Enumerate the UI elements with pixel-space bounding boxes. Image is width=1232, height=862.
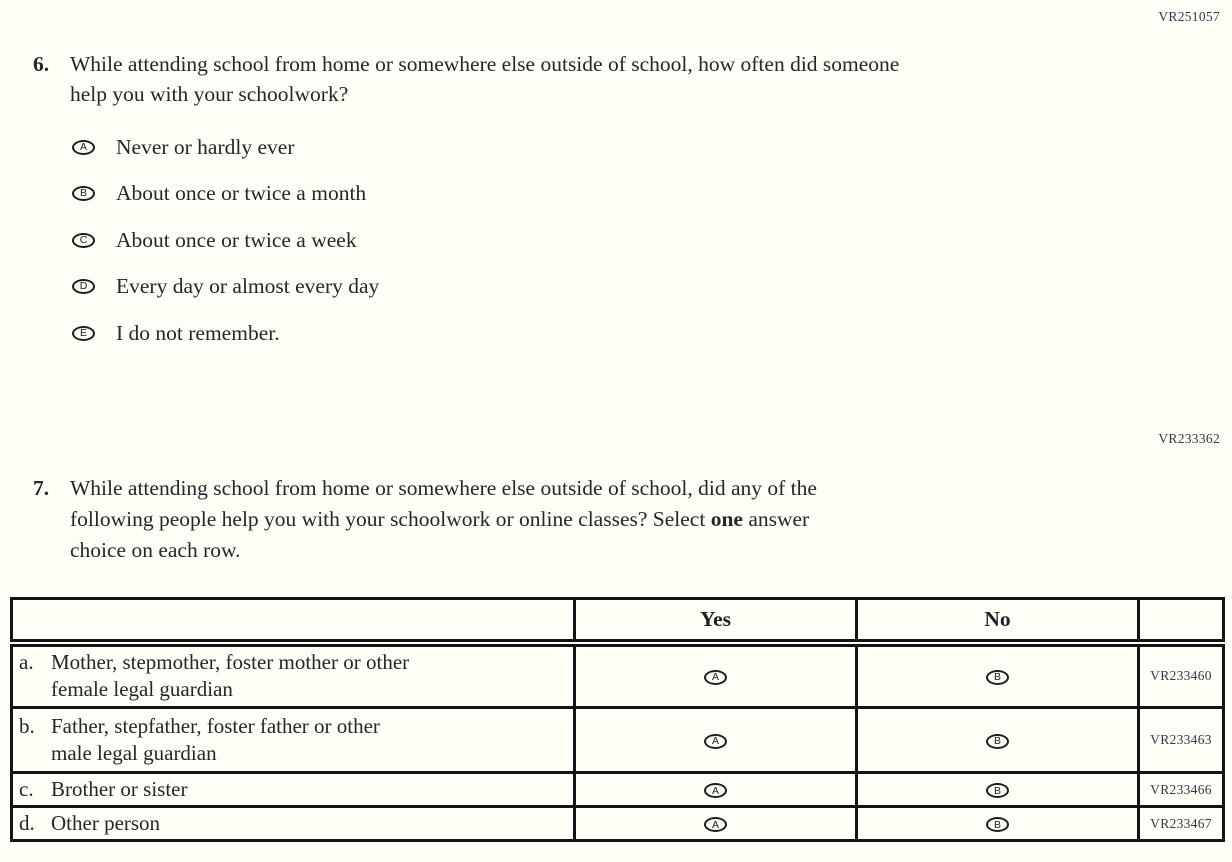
yes-cell xyxy=(575,643,857,708)
table-row-mother xyxy=(12,643,1224,708)
answer-bubble-yes[interactable]: A xyxy=(704,734,727,749)
option-do-not-remember xyxy=(72,315,379,351)
row-code: VR233466 xyxy=(1139,773,1224,807)
no-cell xyxy=(857,708,1139,773)
answer-bubble-d[interactable]: D xyxy=(72,279,95,294)
table-row-brother-sister xyxy=(12,773,1224,807)
row-label-cell: c. Brother or sister xyxy=(12,773,575,807)
yes-cell xyxy=(575,773,857,807)
question-7 xyxy=(33,473,817,566)
question-6-line-2: help you with your schoolwork? xyxy=(70,82,349,106)
yes-cell xyxy=(575,807,857,841)
row-letter: d. xyxy=(19,811,35,835)
question-6 xyxy=(33,49,899,109)
option-once-twice-week xyxy=(72,222,379,258)
table-row-father xyxy=(12,708,1224,773)
page-code-top: VR251057 xyxy=(1158,9,1220,24)
question-6-options xyxy=(72,129,379,362)
answer-bubble-e[interactable]: E xyxy=(72,326,95,341)
table-header-row xyxy=(12,599,1224,643)
question-7-number: 7. xyxy=(33,476,50,500)
question-7-line-3: choice on each row. xyxy=(70,538,241,562)
option-label: Every day or almost every day xyxy=(116,274,380,298)
yes-cell xyxy=(575,708,857,773)
answer-bubble-no[interactable]: B xyxy=(986,670,1009,685)
question-7-line-1: While attending school from home or somewhere else outside of school, did any of the xyxy=(70,476,817,500)
option-once-twice-month xyxy=(72,176,379,212)
question-6-line-1: While attending school from home or somewhere else outside of school, how often did someone xyxy=(70,52,900,76)
answer-bubble-b[interactable]: B xyxy=(72,186,95,201)
answer-bubble-yes[interactable]: A xyxy=(704,783,727,798)
option-label: Never or hardly ever xyxy=(116,134,295,159)
answer-bubble-yes[interactable]: A xyxy=(704,817,727,832)
question-6-text xyxy=(70,49,899,109)
question-7-response-table xyxy=(10,597,1225,842)
question-6-number: 6. xyxy=(33,52,50,76)
row-letter: b. xyxy=(19,714,35,738)
header-yes: Yes xyxy=(575,599,857,643)
row-label-cell: b. Father, stepfather, foster father or other male legal guardian xyxy=(12,708,575,773)
header-person-blank xyxy=(12,599,575,643)
header-no: No xyxy=(857,599,1139,643)
option-never xyxy=(72,129,379,165)
row-code: VR233463 xyxy=(1139,708,1224,773)
row-letter: a. xyxy=(19,650,34,675)
answer-bubble-no[interactable]: B xyxy=(986,817,1009,832)
row-label-cell: a. Mother, stepmother, foster mother or other female legal guardian xyxy=(12,643,575,708)
answer-bubble-no[interactable]: B xyxy=(986,783,1009,798)
answer-bubble-yes[interactable]: A xyxy=(704,670,727,685)
row-code: VR233467 xyxy=(1139,807,1224,841)
row-code: VR233460 xyxy=(1139,643,1224,708)
option-label: About once or twice a week xyxy=(116,227,357,252)
bold-word-one: one xyxy=(710,507,743,531)
no-cell xyxy=(857,773,1139,807)
page-code-question7: VR233362 xyxy=(1158,431,1220,446)
row-label-cell: d. Other person xyxy=(12,807,575,841)
answer-bubble-no[interactable]: B xyxy=(986,734,1009,749)
answer-bubble-a[interactable]: A xyxy=(72,140,95,155)
no-cell xyxy=(857,643,1139,708)
option-label: About once or twice a month xyxy=(116,181,367,205)
option-label: I do not remember. xyxy=(116,320,280,345)
no-cell xyxy=(857,807,1139,841)
question-7-text xyxy=(70,473,817,566)
row-letter: c. xyxy=(19,777,34,801)
header-code-blank xyxy=(1139,599,1224,643)
table-row-other-person xyxy=(12,807,1224,841)
question-7-line-2: following people help you with your schoolwork or online classes? Select one answer xyxy=(70,507,810,531)
option-every-day xyxy=(72,269,379,305)
answer-bubble-c[interactable]: C xyxy=(72,233,95,248)
